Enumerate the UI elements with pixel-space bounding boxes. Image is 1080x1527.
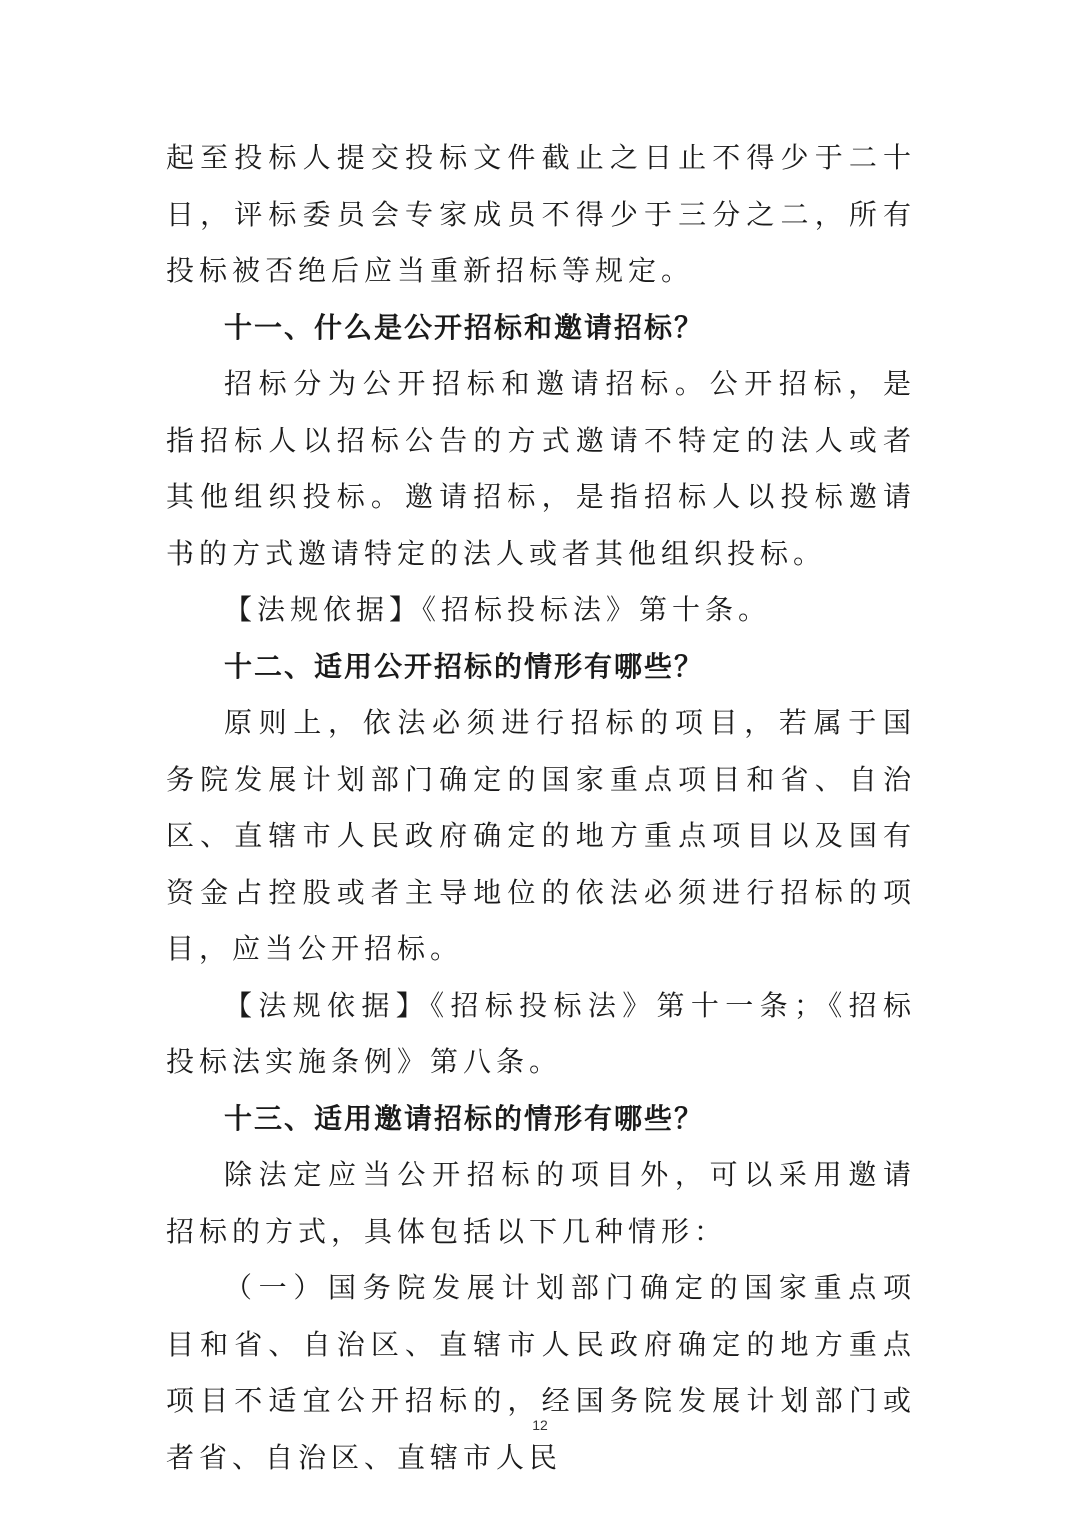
legal-basis-11: 【法规依据】《招标投标法》第十条。 [224,593,772,626]
list-item-1: （一）国务院发展计划部门确定的国家重点项目和省、自治区、直辖市人民政府确定的地方重点项目不适宜公开招标的，经国务院发展计划部门或者省、自治区、直辖市人民 [166,1271,916,1474]
paragraph-invited-bidding: 除法定应当公开招标的项目外，可以采用邀请招标的方式，具体包括以下几种情形： [166,1158,916,1248]
page-number: 12 [532,1417,548,1433]
section-heading-12: 十二、适用公开招标的情形有哪些？ [224,649,705,683]
paragraph-continuation: 起至投标人提交投标文件截止之日止不得少于二十日，评标委员会专家成员不得少于三分之二，所有投标被否绝后应当重新招标等规定。 [166,141,916,287]
paragraph-definition: 招标分为公开招标和邀请招标。公开招标，是指招标人以招标公告的方式邀请不特定的法人或者其他组织投标。邀请招标，是指招标人以投标邀请书的方式邀请特定的法人或者其他组织投标。 [166,367,916,570]
legal-basis-12: 【法规依据】《招标投标法》第十一条；《招标投标法实施条例》第八条。 [166,988,916,1078]
document-body [166,130,916,1486]
section-heading-11: 十一、什么是公开招标和邀请招标？ [224,310,705,344]
section-heading-13: 十三、适用邀请招标的情形有哪些？ [224,1101,705,1135]
paragraph-public-bidding: 原则上，依法必须进行招标的项目，若属于国务院发展计划部门确定的国家重点项目和省、自治区、直辖市人民政府确定的地方重点项目以及国有资金占控股或者主导地位的依法必须进行招标的项目，应当公开招标。 [166,706,916,965]
